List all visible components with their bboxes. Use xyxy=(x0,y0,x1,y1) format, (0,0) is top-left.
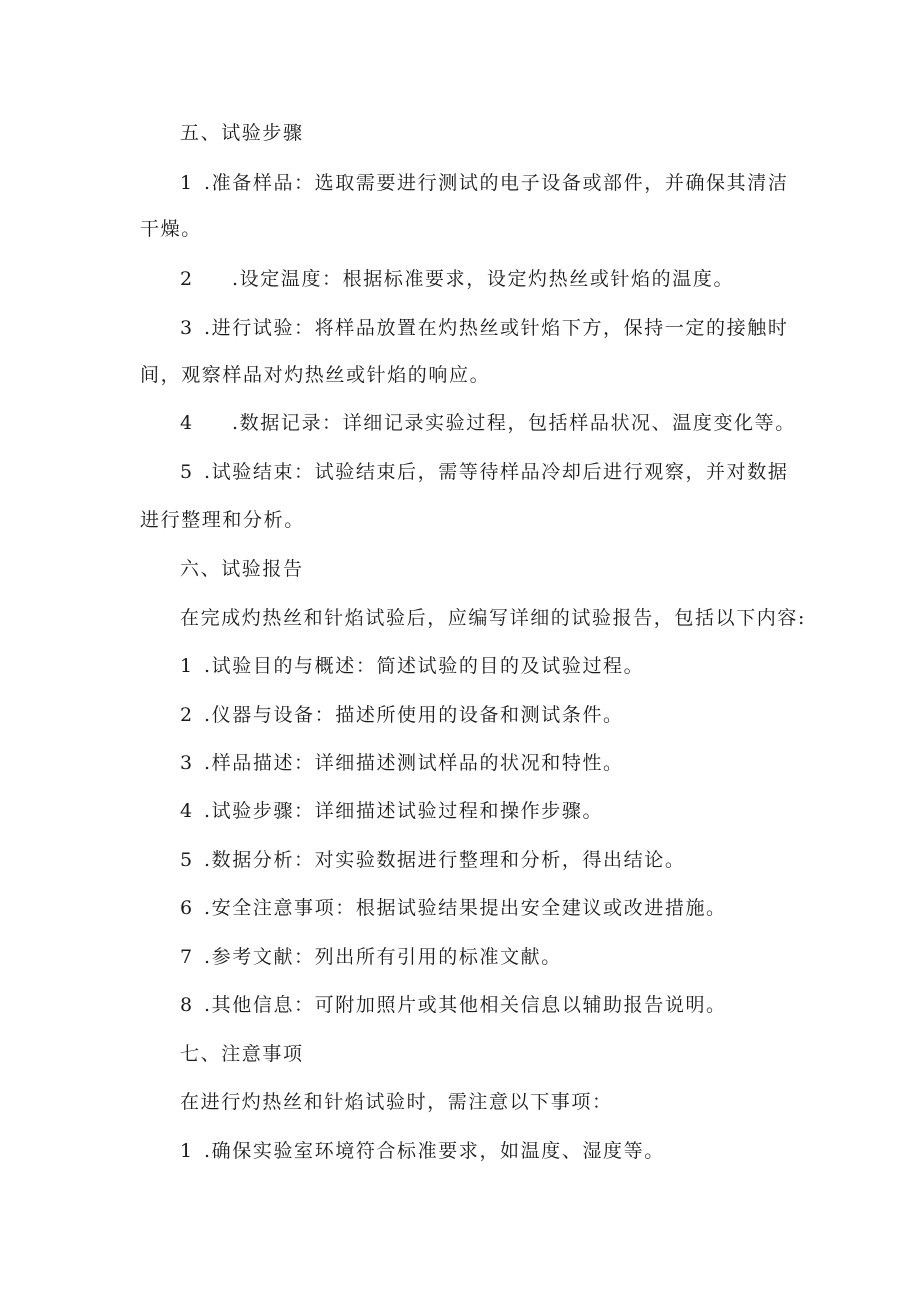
list-text: .其他信息：可附加照片或其他相关信息以辅助报告说明。 xyxy=(204,994,727,1016)
list-item xyxy=(180,409,796,437)
list-number: 8 xyxy=(180,994,193,1016)
list-item xyxy=(180,894,727,922)
section-heading-precautions: 七、注意事项 xyxy=(180,1043,304,1065)
list-number: 3 xyxy=(180,317,193,339)
list-item xyxy=(180,169,788,197)
list-item xyxy=(180,991,727,1019)
list-item xyxy=(180,265,734,293)
list-text: .安全注意事项：根据试验结果提出安全建议或改进措施。 xyxy=(204,897,727,919)
section-intro: 在进行灼热丝和针焰试验时，需注意以下事项： xyxy=(180,1091,613,1113)
list-item xyxy=(180,749,624,777)
list-item-continuation: 进行整理和分析。 xyxy=(140,509,305,531)
section-intro: 在完成灼热丝和针焰试验后，应编写详细的试验报告，包括以下内容: xyxy=(180,607,807,629)
list-number: 3 xyxy=(180,752,193,774)
list-text: .确保实验室环境符合标准要求，如温度、湿度等。 xyxy=(204,1140,665,1162)
list-number: 5 xyxy=(180,461,193,483)
list-text: .设定温度：根据标准要求，设定灼热丝或针焰的温度。 xyxy=(232,268,735,290)
list-item xyxy=(180,652,644,680)
section-heading-test-steps: 五、试验步骤 xyxy=(180,122,304,144)
list-number: 2 xyxy=(180,268,193,290)
list-text: .数据分析：对实验数据进行整理和分析，得出结论。 xyxy=(204,849,686,871)
list-number: 4 xyxy=(180,412,193,434)
list-item xyxy=(180,846,685,874)
list-item xyxy=(180,797,603,825)
list-number: 4 xyxy=(180,800,193,822)
list-item-continuation: 间，观察样品对灼热丝或针焰的响应。 xyxy=(140,364,491,386)
list-number: 7 xyxy=(180,946,193,968)
list-number: 5 xyxy=(180,849,193,871)
list-text: .试验目的与概述：简述试验的目的及试验过程。 xyxy=(204,655,645,677)
list-item xyxy=(180,701,624,729)
list-item xyxy=(180,1137,665,1165)
list-number: 1 xyxy=(180,172,193,194)
list-text: .参考文献：列出所有引用的标准文献。 xyxy=(204,946,562,968)
list-text: .仪器与设备：描述所使用的设备和测试条件。 xyxy=(204,704,624,726)
list-number: 6 xyxy=(180,897,193,919)
section-heading-test-report: 六、试验报告 xyxy=(180,558,304,580)
list-item xyxy=(180,943,562,971)
list-item xyxy=(180,314,788,342)
list-number: 1 xyxy=(180,655,193,677)
list-number: 1 xyxy=(180,1140,193,1162)
list-text: .进行试验：将样品放置在灼热丝或针焰下方，保持一定的接触时 xyxy=(204,317,789,339)
list-text: .样品描述：详细描述测试样品的状况和特性。 xyxy=(204,752,624,774)
list-item-continuation: 干燥。 xyxy=(140,218,202,240)
list-text: .数据记录：详细记录实验过程，包括样品状况、温度变化等。 xyxy=(232,412,796,434)
list-item xyxy=(180,458,788,486)
list-text: .试验结束：试验结束后，需等待样品冷却后进行观察，并对数据 xyxy=(204,461,789,483)
list-text: .准备样品：选取需要进行测试的电子设备或部件，并确保其清洁 xyxy=(204,172,789,194)
list-text: .试验步骤：详细描述试验过程和操作步骤。 xyxy=(204,800,604,822)
list-number: 2 xyxy=(180,704,193,726)
